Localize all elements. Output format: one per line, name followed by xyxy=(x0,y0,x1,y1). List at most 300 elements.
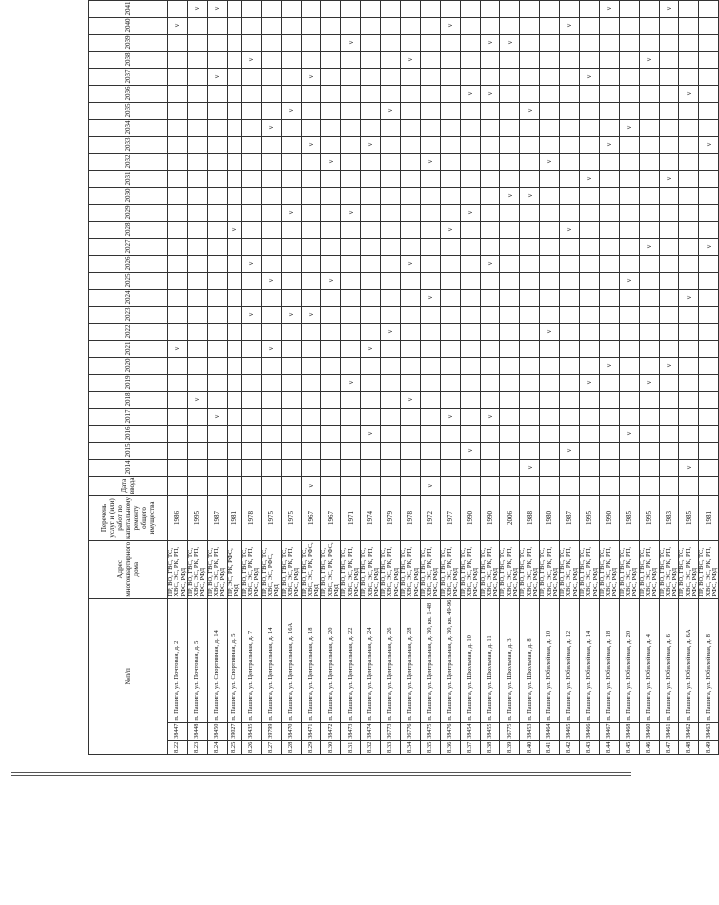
year-cell xyxy=(400,289,420,306)
table-row xyxy=(301,0,321,755)
row-number: 8.35 xyxy=(420,740,440,754)
year-cell xyxy=(341,238,361,255)
year-cell xyxy=(599,170,619,187)
table-row xyxy=(400,0,420,755)
year-cell xyxy=(381,0,401,17)
year-cell xyxy=(540,442,560,459)
year-cell xyxy=(361,170,381,187)
year-cell xyxy=(187,442,207,459)
check-mark: v xyxy=(460,85,480,102)
year-cell xyxy=(659,442,679,459)
year-cell xyxy=(699,289,719,306)
row-address: п. Пашига, ул. Юбилейная, д. 14 xyxy=(580,598,600,722)
year-cell xyxy=(241,425,261,442)
year-cell xyxy=(227,272,241,289)
year-cell xyxy=(187,68,207,85)
check-mark: v xyxy=(659,357,679,374)
year-cell xyxy=(580,153,600,170)
year-cell xyxy=(207,204,227,221)
check-mark: v xyxy=(420,153,440,170)
year-cell xyxy=(480,289,500,306)
year-cell xyxy=(321,238,341,255)
year-cell xyxy=(187,102,207,119)
year-cell xyxy=(440,442,460,459)
year-cell xyxy=(480,68,500,85)
check-mark: v xyxy=(460,204,480,221)
year-cell xyxy=(187,272,207,289)
year-cell xyxy=(241,238,261,255)
header-year-2015: 2015 xyxy=(89,442,168,459)
row-code: 38471 xyxy=(301,722,321,740)
row-address: п. Пашига, ул. Центральная, д. 18 xyxy=(301,598,321,722)
year-cell xyxy=(560,408,580,425)
year-cell xyxy=(520,119,540,136)
year-cell xyxy=(241,153,261,170)
year-cell xyxy=(420,17,440,34)
year-cell xyxy=(207,323,227,340)
row-address: п. Пашига, ул. Почтовая, д. 2 xyxy=(168,598,188,722)
year-cell xyxy=(599,408,619,425)
year-cell xyxy=(520,357,540,374)
year-cell xyxy=(187,476,207,496)
check-mark: v xyxy=(321,272,341,289)
year-cell xyxy=(420,170,440,187)
row-code: 38435 xyxy=(241,722,261,740)
year-cell xyxy=(440,255,460,272)
year-cell xyxy=(187,204,207,221)
year-cell xyxy=(619,255,639,272)
year-cell xyxy=(500,425,520,442)
year-cell xyxy=(341,391,361,408)
year-cell xyxy=(301,255,321,272)
year-cell xyxy=(281,17,301,34)
check-mark: v xyxy=(241,255,261,272)
year-cell xyxy=(168,85,188,102)
year-cell xyxy=(699,68,719,85)
year-cell xyxy=(440,51,460,68)
year-cell xyxy=(187,289,207,306)
check-mark: v xyxy=(361,340,381,357)
year-cell xyxy=(241,102,261,119)
row-number: 8.38 xyxy=(480,740,500,754)
table-row xyxy=(361,0,381,755)
table-row xyxy=(381,0,401,755)
check-mark: v xyxy=(168,17,188,34)
year-cell xyxy=(599,323,619,340)
row-services: ПР, ВО, ГВС, ТС, ХВС, ЭС, РК, РП, РФС, РФД xyxy=(679,540,699,598)
year-cell xyxy=(187,119,207,136)
year-cell xyxy=(480,391,500,408)
check-mark: v xyxy=(560,442,580,459)
year-cell xyxy=(619,170,639,187)
year-cell xyxy=(227,34,241,51)
year-cell xyxy=(480,442,500,459)
row-year: 1988 xyxy=(520,496,540,541)
year-cell xyxy=(679,306,699,323)
year-cell xyxy=(400,153,420,170)
year-cell xyxy=(619,323,639,340)
year-cell xyxy=(580,425,600,442)
year-cell xyxy=(679,425,699,442)
year-cell xyxy=(321,255,341,272)
year-cell xyxy=(659,425,679,442)
rotated-table-wrapper xyxy=(88,0,719,755)
year-cell xyxy=(580,85,600,102)
year-cell xyxy=(261,408,281,425)
year-cell xyxy=(420,272,440,289)
row-address: п. Пашига, ул. Центральная, д. 7 xyxy=(241,598,261,722)
year-cell xyxy=(381,357,401,374)
year-cell xyxy=(460,238,480,255)
year-cell xyxy=(639,170,659,187)
year-cell xyxy=(639,255,659,272)
row-number: 8.29 xyxy=(301,740,321,754)
footer-rule-bottom xyxy=(11,775,631,776)
table-row xyxy=(639,0,659,755)
year-cell xyxy=(381,391,401,408)
year-cell xyxy=(500,374,520,391)
check-mark: v xyxy=(480,255,500,272)
year-cell xyxy=(540,68,560,85)
row-year: 1995 xyxy=(580,496,600,541)
year-cell xyxy=(261,357,281,374)
year-cell xyxy=(560,136,580,153)
year-cell xyxy=(500,136,520,153)
year-cell xyxy=(500,119,520,136)
year-cell xyxy=(207,102,227,119)
table-row xyxy=(599,0,619,755)
year-cell xyxy=(241,391,261,408)
year-cell xyxy=(599,51,619,68)
year-cell xyxy=(520,204,540,221)
year-cell xyxy=(580,102,600,119)
year-cell xyxy=(580,119,600,136)
year-cell xyxy=(659,374,679,391)
year-cell xyxy=(500,102,520,119)
year-cell xyxy=(381,425,401,442)
check-mark: v xyxy=(261,119,281,136)
year-cell xyxy=(321,102,341,119)
year-cell xyxy=(168,357,188,374)
year-cell xyxy=(659,272,679,289)
year-cell xyxy=(241,442,261,459)
year-cell xyxy=(301,374,321,391)
year-cell xyxy=(241,136,261,153)
year-cell xyxy=(560,85,580,102)
header-row xyxy=(89,0,168,755)
year-cell xyxy=(207,391,227,408)
year-cell xyxy=(341,459,361,476)
check-mark: v xyxy=(500,187,520,204)
year-cell xyxy=(540,85,560,102)
year-cell xyxy=(619,187,639,204)
year-cell xyxy=(540,255,560,272)
year-cell xyxy=(659,85,679,102)
year-cell xyxy=(480,153,500,170)
year-cell xyxy=(341,0,361,17)
year-cell xyxy=(420,85,440,102)
year-cell xyxy=(261,391,281,408)
check-mark: v xyxy=(281,204,301,221)
year-cell xyxy=(679,136,699,153)
year-cell xyxy=(281,221,301,238)
year-cell xyxy=(619,238,639,255)
row-number: 8.33 xyxy=(381,740,401,754)
year-cell xyxy=(619,51,639,68)
year-cell xyxy=(187,51,207,68)
year-cell xyxy=(381,221,401,238)
year-cell xyxy=(168,391,188,408)
year-cell xyxy=(500,408,520,425)
header-address: Адрес многоквартирного дома xyxy=(89,540,168,598)
year-cell xyxy=(480,323,500,340)
year-cell xyxy=(440,323,460,340)
year-cell xyxy=(301,34,321,51)
year-cell xyxy=(381,255,401,272)
year-cell xyxy=(301,238,321,255)
year-cell xyxy=(261,153,281,170)
year-cell xyxy=(679,374,699,391)
year-cell xyxy=(341,153,361,170)
year-cell xyxy=(679,272,699,289)
year-cell xyxy=(301,170,321,187)
year-cell xyxy=(261,306,281,323)
year-cell xyxy=(400,408,420,425)
year-cell xyxy=(540,136,560,153)
year-cell xyxy=(227,204,241,221)
year-cell xyxy=(540,34,560,51)
year-cell xyxy=(599,289,619,306)
year-cell xyxy=(321,187,341,204)
year-cell xyxy=(599,272,619,289)
year-cell xyxy=(520,255,540,272)
year-cell xyxy=(168,187,188,204)
table-row xyxy=(440,0,460,755)
year-cell xyxy=(187,85,207,102)
year-cell xyxy=(480,476,500,496)
year-cell xyxy=(639,68,659,85)
year-cell xyxy=(321,459,341,476)
year-cell xyxy=(639,289,659,306)
year-cell xyxy=(361,85,381,102)
row-year: 1990 xyxy=(460,496,480,541)
year-cell xyxy=(599,68,619,85)
check-mark: v xyxy=(679,85,699,102)
year-cell xyxy=(381,85,401,102)
check-mark: v xyxy=(361,136,381,153)
year-cell xyxy=(321,0,341,17)
year-cell xyxy=(639,221,659,238)
year-cell xyxy=(321,136,341,153)
year-cell xyxy=(520,476,540,496)
year-cell xyxy=(460,119,480,136)
year-cell xyxy=(580,17,600,34)
header-year-2022: 2022 xyxy=(89,323,168,340)
year-cell xyxy=(400,221,420,238)
row-address: п. Пашига, ул. Юбилейная, д. 20 xyxy=(619,598,639,722)
row-services: ПР, ВО, ГВС, ТС, ХВС, ЭС, РК, РП, РФС, РФД xyxy=(599,540,619,598)
year-cell xyxy=(480,306,500,323)
row-year: 1967 xyxy=(321,496,341,541)
check-mark: v xyxy=(699,136,719,153)
year-cell xyxy=(480,272,500,289)
row-address: п. Пашига, ул. Школьная, д. 11 xyxy=(480,598,500,722)
year-cell xyxy=(560,340,580,357)
year-cell xyxy=(679,0,699,17)
year-cell xyxy=(261,51,281,68)
year-cell xyxy=(659,136,679,153)
row-number: 8.36 xyxy=(440,740,460,754)
year-cell xyxy=(599,476,619,496)
check-mark: v xyxy=(400,255,420,272)
table-row xyxy=(659,0,679,755)
year-cell xyxy=(659,289,679,306)
year-cell xyxy=(207,476,227,496)
year-cell xyxy=(227,425,241,442)
check-mark: v xyxy=(381,323,401,340)
year-cell xyxy=(227,289,241,306)
year-cell xyxy=(261,187,281,204)
row-code: 38460 xyxy=(639,722,659,740)
year-cell xyxy=(381,187,401,204)
row-code: 38475 xyxy=(420,722,440,740)
year-cell xyxy=(381,51,401,68)
row-address: п. Пашига, ул. Юбилейная, д. 18 xyxy=(599,598,619,722)
year-cell xyxy=(500,85,520,102)
row-code: 36776 xyxy=(400,722,420,740)
row-number: 8.26 xyxy=(241,740,261,754)
year-cell xyxy=(560,170,580,187)
year-cell xyxy=(321,204,341,221)
year-cell xyxy=(321,391,341,408)
check-mark: v xyxy=(460,442,480,459)
year-cell xyxy=(619,408,639,425)
year-cell xyxy=(241,272,261,289)
year-cell xyxy=(361,17,381,34)
year-cell xyxy=(460,68,480,85)
row-number: 8.39 xyxy=(500,740,520,754)
year-cell xyxy=(580,442,600,459)
year-cell xyxy=(227,357,241,374)
year-cell xyxy=(639,425,659,442)
row-number: 8.46 xyxy=(639,740,659,754)
year-cell xyxy=(460,255,480,272)
year-cell xyxy=(241,357,261,374)
row-services: ПР, ВО, ГВС, ТС, ХВС, ЭС, РК, РП, РФС, РФД xyxy=(361,540,381,598)
year-cell xyxy=(261,459,281,476)
year-cell xyxy=(540,306,560,323)
year-cell xyxy=(679,102,699,119)
row-code: 38447 xyxy=(168,722,188,740)
year-cell xyxy=(639,272,659,289)
row-address: п. Пашига, ул. Юбилейная, д. 12 xyxy=(560,598,580,722)
check-mark: v xyxy=(440,408,460,425)
year-cell xyxy=(341,85,361,102)
row-year: 1987 xyxy=(207,496,227,541)
year-cell xyxy=(168,204,188,221)
check-mark: v xyxy=(301,476,321,496)
row-services: ПР, ВО, ГВС, ТС, ХВС, ЭС, РК, РП, РФС, РФД xyxy=(699,540,719,598)
header-year: Дата ввода xyxy=(89,476,168,496)
row-code: 39799 xyxy=(261,722,281,740)
header-year-2014: 2014 xyxy=(89,459,168,476)
row-code: 38462 xyxy=(679,722,699,740)
check-mark: v xyxy=(560,17,580,34)
check-mark: v xyxy=(639,238,659,255)
check-mark: v xyxy=(520,459,540,476)
year-cell xyxy=(520,340,540,357)
check-mark: v xyxy=(580,374,600,391)
year-cell xyxy=(460,289,480,306)
year-cell xyxy=(560,119,580,136)
year-cell xyxy=(361,119,381,136)
year-cell xyxy=(639,391,659,408)
year-cell xyxy=(699,17,719,34)
row-services: ПР, ВО, ГВС, ТС, ХВС, ЭС, РК, РП, РФС, РФД xyxy=(659,540,679,598)
year-cell xyxy=(381,68,401,85)
year-cell xyxy=(679,391,699,408)
year-cell xyxy=(480,221,500,238)
year-cell xyxy=(639,136,659,153)
year-cell xyxy=(639,357,659,374)
year-cell xyxy=(659,51,679,68)
year-cell xyxy=(500,51,520,68)
year-cell xyxy=(361,357,381,374)
header-year-2018: 2018 xyxy=(89,391,168,408)
check-mark: v xyxy=(599,136,619,153)
year-cell xyxy=(227,408,241,425)
check-mark: v xyxy=(580,170,600,187)
year-cell xyxy=(341,442,361,459)
year-cell xyxy=(261,102,281,119)
year-cell xyxy=(361,459,381,476)
year-cell xyxy=(440,34,460,51)
row-year: 1977 xyxy=(440,496,460,541)
row-number: 8.23 xyxy=(187,740,207,754)
check-mark: v xyxy=(520,102,540,119)
year-cell xyxy=(341,425,361,442)
year-cell xyxy=(281,374,301,391)
year-cell xyxy=(187,340,207,357)
row-year: 1990 xyxy=(599,496,619,541)
year-cell xyxy=(639,323,659,340)
year-cell xyxy=(207,272,227,289)
year-cell xyxy=(187,170,207,187)
year-cell xyxy=(580,255,600,272)
row-number: 8.49 xyxy=(699,740,719,754)
year-cell xyxy=(227,187,241,204)
year-cell xyxy=(301,408,321,425)
check-mark: v xyxy=(619,272,639,289)
year-cell xyxy=(341,102,361,119)
row-number: 8.31 xyxy=(341,740,361,754)
year-cell xyxy=(261,34,281,51)
row-services: ПР, ВО, ГВС, ТС, ХВС, ЭС, РК, РФС, РФД xyxy=(300,542,321,597)
year-cell xyxy=(560,102,580,119)
year-cell xyxy=(460,0,480,17)
year-cell xyxy=(400,272,420,289)
year-cell xyxy=(520,221,540,238)
row-services: ПР, ВО, ГВС, ТС, ХВС, ЭС, РК, РП, РФС, РФД xyxy=(500,540,520,598)
year-cell xyxy=(341,68,361,85)
year-cell xyxy=(361,51,381,68)
year-cell xyxy=(500,153,520,170)
year-cell xyxy=(381,272,401,289)
year-cell xyxy=(400,238,420,255)
year-cell xyxy=(341,272,361,289)
year-cell xyxy=(679,119,699,136)
check-mark: v xyxy=(207,408,227,425)
